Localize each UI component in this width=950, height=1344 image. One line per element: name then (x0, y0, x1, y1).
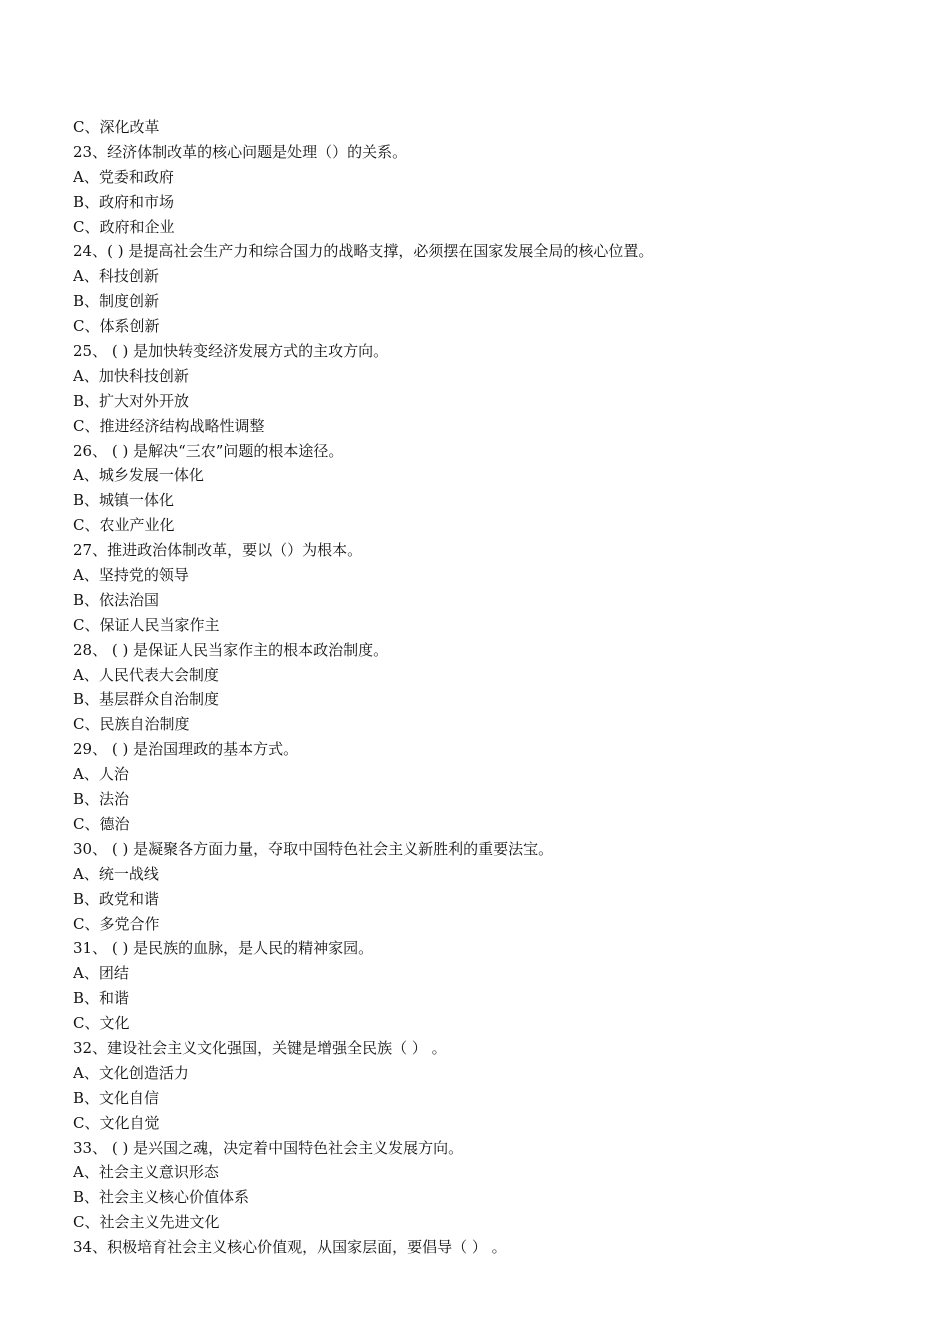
option-line: A、坚持党的领导 (73, 566, 189, 585)
option-line: C、文化 (73, 1014, 130, 1033)
option-line: C、政府和企业 (73, 217, 175, 236)
option-line: A、人民代表大会制度 (73, 665, 219, 684)
document-page (73, 115, 893, 1260)
option-line: C、社会主义先进文化 (73, 1213, 220, 1232)
option-line: A、团结 (73, 964, 129, 983)
option-line: C、体系创新 (73, 317, 160, 336)
question-line: 28、 ( ) 是保证人民当家作主的根本政治制度。 (73, 640, 389, 659)
option-line: C、推进经济结构战略性调整 (73, 416, 265, 435)
option-line: C、文化自觉 (73, 1113, 160, 1132)
question-line: 29、 ( ) 是治国理政的基本方式。 (73, 740, 299, 759)
question-line: 25、 ( ) 是加快转变经济发展方式的主攻方向。 (73, 342, 389, 361)
option-line: B、依法治国 (73, 590, 160, 609)
option-line: B、政党和谐 (73, 889, 160, 908)
question-line: 24、( ) 是提高社会生产力和综合国力的战略支撑，必须摆在国家发展全局的核心位置。 (73, 242, 654, 261)
option-line: B、法治 (73, 790, 130, 809)
option-line: A、文化创造活力 (73, 1063, 189, 1082)
option-line: C、德治 (73, 814, 130, 833)
option-line: A、统一战线 (73, 864, 159, 883)
option-line: B、和谐 (73, 989, 130, 1008)
option-line: B、社会主义核心价值体系 (73, 1188, 250, 1207)
option-line: A、党委和政府 (73, 167, 174, 186)
option-line: B、城镇一体化 (73, 491, 175, 510)
option-line: C、农业产业化 (73, 516, 175, 535)
option-line: A、城乡发展一体化 (73, 466, 204, 485)
question-line: 26、 ( ) 是解决“三农”问题的根本途径。 (73, 441, 344, 460)
option-line: C、民族自治制度 (73, 715, 190, 734)
question-line: 34、积极培育社会主义核心价值观，从国家层面，要倡导（ ） 。 (73, 1238, 507, 1257)
option-line: B、扩大对外开放 (73, 391, 190, 410)
option-line: A、科技创新 (73, 267, 159, 286)
option-line: B、文化自信 (73, 1088, 160, 1107)
option-line: B、制度创新 (73, 292, 160, 311)
option-line: A、社会主义意识形态 (73, 1163, 219, 1182)
question-line: 32、建设社会主义文化强国，关键是增强全民族（ ） 。 (73, 1038, 447, 1057)
question-line: 31、 ( ) 是民族的血脉，是人民的精神家园。 (73, 939, 374, 958)
option-line: A、加快科技创新 (73, 366, 189, 385)
question-line: 30、 ( ) 是凝聚各方面力量，夺取中国特色社会主义新胜利的重要法宝。 (73, 839, 554, 858)
option-line: B、基层群众自治制度 (73, 690, 220, 709)
option-line: C、保证人民当家作主 (73, 615, 220, 634)
option-line: C、深化改革 (73, 118, 160, 136)
question-line: 27、推进政治体制改革，要以（）为根本。 (73, 541, 363, 560)
option-line: A、人治 (73, 765, 129, 784)
option-line: C、多党合作 (73, 914, 160, 933)
option-line: B、政府和市场 (73, 192, 175, 211)
question-line: 33、 ( ) 是兴国之魂，决定着中国特色社会主义发展方向。 (73, 1138, 464, 1157)
question-line: 23、经济体制改革的核心问题是处理（）的关系。 (73, 142, 408, 161)
